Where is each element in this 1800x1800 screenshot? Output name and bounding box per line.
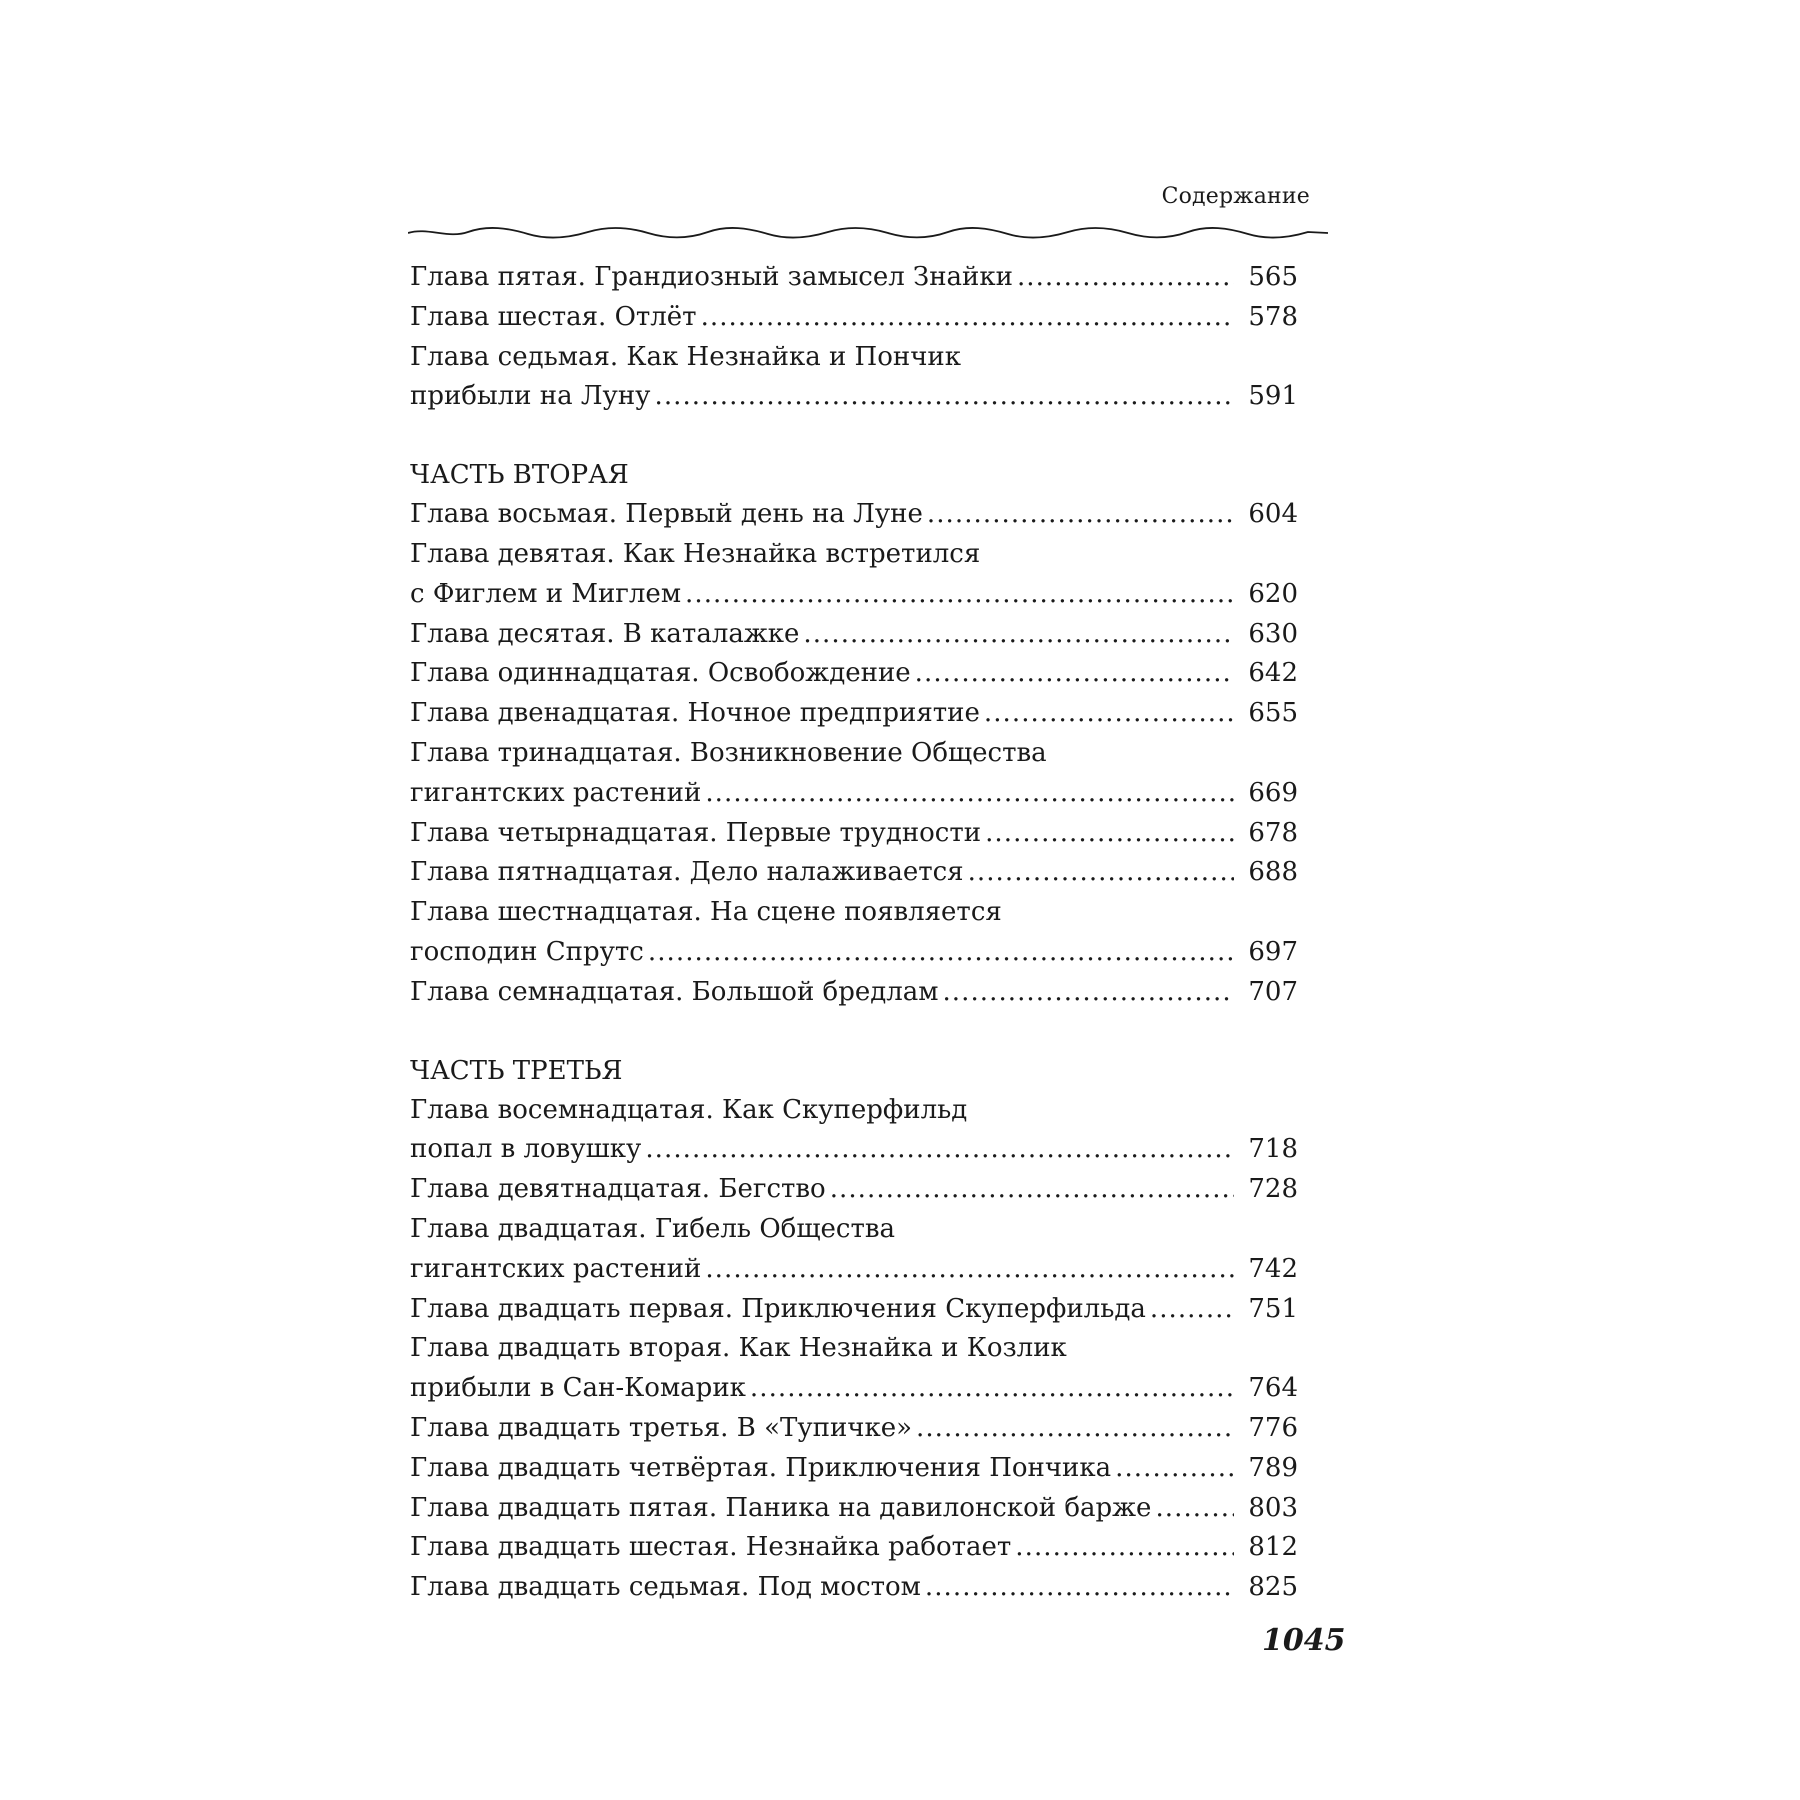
toc-entry-page: 578 — [1248, 301, 1298, 332]
toc-entry-title-line1: Глава тринадцатая. Возникновение Общества — [410, 737, 1047, 768]
page-number: 1045 — [1262, 1623, 1346, 1658]
toc-entry-title: Глава десятая. В каталажке — [410, 618, 800, 649]
toc-entry-title-line1: Глава шестнадцатая. На сцене появляется — [410, 897, 1002, 928]
dot-leader — [1115, 1449, 1234, 1489]
toc-entry-page: 812 — [1248, 1532, 1298, 1563]
toc-entry-title: Глава двенадцатая. Ночное предприятие — [410, 698, 980, 729]
toc-entry-title: Глава четырнадцатая. Первые трудности — [410, 817, 982, 848]
toc-entry-ch14[interactable] — [410, 814, 1298, 854]
toc-entry-title: прибыли на Луну — [410, 381, 651, 412]
dot-leader — [685, 575, 1234, 615]
toc-entry-title: Глава двадцать первая. Приключения Скуперфильда — [410, 1293, 1146, 1324]
dot-leader — [705, 1250, 1234, 1290]
toc-entry-page: 825 — [1248, 1572, 1298, 1603]
toc-entry-page: 604 — [1248, 499, 1298, 530]
toc-entry-page: 707 — [1248, 976, 1298, 1007]
toc-entry-title: Глава двадцать пятая. Паника на давилонской барже — [410, 1492, 1152, 1523]
dot-leader — [654, 377, 1234, 417]
dot-leader — [1150, 1290, 1234, 1330]
toc-entry-ch22[interactable] — [410, 1329, 1298, 1409]
toc-entry-title: Глава шестая. Отлёт — [410, 301, 697, 332]
dot-leader — [750, 1369, 1234, 1409]
dot-leader — [648, 933, 1234, 973]
toc-entry-title-line1: Глава седьмая. Как Незнайка и Пончик — [410, 341, 961, 372]
dot-leader — [925, 1568, 1234, 1608]
toc-entry-title: Глава одиннадцатая. Освобождение — [410, 658, 911, 689]
toc-entry-title: Глава двадцать четвёртая. Приключения Пончика — [410, 1452, 1112, 1483]
toc-entry-ch13[interactable] — [410, 734, 1298, 814]
part-two-heading: ЧАСТЬ ВТОРАЯ — [410, 460, 629, 491]
dot-leader — [1017, 258, 1234, 298]
toc-entry-page: 630 — [1248, 618, 1298, 649]
toc-entry-title-line1: Глава двадцать вторая. Как Незнайка и Козлик — [410, 1333, 1067, 1364]
toc-entry-ch19[interactable] — [410, 1170, 1298, 1210]
toc-entry-page: 718 — [1248, 1134, 1298, 1165]
dot-leader — [803, 615, 1234, 655]
toc-entry-ch5[interactable] — [410, 258, 1298, 298]
wavy-divider — [408, 224, 1328, 242]
toc-entry-title: Глава двадцать седьмая. Под мостом — [410, 1572, 921, 1603]
toc-entry-page: 678 — [1248, 817, 1298, 848]
dot-leader — [705, 774, 1234, 814]
toc-entry-ch17[interactable] — [410, 973, 1298, 1013]
dot-leader — [985, 814, 1234, 854]
toc-entry-ch20[interactable] — [410, 1210, 1298, 1290]
toc-entry-page: 742 — [1248, 1253, 1298, 1284]
toc-entry-title-line1: Глава восемнадцатая. Как Скуперфильд — [410, 1094, 968, 1125]
toc-entry-title: Глава семнадцатая. Большой бредлам — [410, 976, 939, 1007]
toc-entry-ch26[interactable] — [410, 1528, 1298, 1568]
toc-entry-ch21[interactable] — [410, 1290, 1298, 1330]
toc-entry-ch15[interactable] — [410, 853, 1298, 893]
toc-entry-title-line1: Глава девятая. Как Незнайка встретился — [410, 538, 981, 569]
toc-entry-title: гигантских растений — [410, 1253, 702, 1284]
dot-leader — [968, 853, 1234, 893]
dot-leader — [915, 654, 1234, 694]
toc-entry-ch25[interactable] — [410, 1489, 1298, 1529]
toc-entry-ch9[interactable] — [410, 535, 1298, 615]
toc-entry-title: Глава восьмая. Первый день на Луне — [410, 499, 923, 530]
dot-leader — [1015, 1528, 1234, 1568]
toc-entry-ch24[interactable] — [410, 1449, 1298, 1489]
dot-leader — [645, 1130, 1234, 1170]
toc-entry-page: 565 — [1248, 262, 1298, 292]
toc-entry-page: 764 — [1248, 1373, 1298, 1404]
toc-entry-ch7[interactable] — [410, 338, 1298, 418]
toc-entry-title: гигантских растений — [410, 777, 702, 808]
part-three-heading: ЧАСТЬ ТРЕТЬЯ — [410, 1055, 623, 1086]
dot-leader — [916, 1409, 1234, 1449]
toc-entry-page: 697 — [1248, 936, 1298, 967]
toc-entry-ch23[interactable] — [410, 1409, 1298, 1449]
toc-entry-title-line1: Глава двадцатая. Гибель Общества — [410, 1213, 895, 1244]
toc-entry-title: Глава пятая. Грандиозный замысел Знайки — [410, 262, 1013, 292]
toc-entry-page: 789 — [1248, 1452, 1298, 1483]
toc-entry-ch8[interactable] — [410, 495, 1298, 535]
toc-entry-ch6[interactable] — [410, 298, 1298, 338]
toc-entry-page: 669 — [1248, 777, 1298, 808]
dot-leader — [942, 973, 1234, 1013]
dot-leader — [927, 495, 1234, 535]
toc-entry-title: Глава пятнадцатая. Дело налаживается — [410, 857, 964, 888]
dot-leader — [701, 298, 1234, 338]
toc-entry-page: 728 — [1248, 1174, 1298, 1205]
toc-entry-page: 591 — [1248, 381, 1298, 412]
toc-entry-page: 751 — [1248, 1293, 1298, 1324]
toc-entry-title: Глава девятнадцатая. Бегство — [410, 1174, 826, 1205]
toc-entry-title: господин Спрутс — [410, 936, 644, 967]
toc-entry-title: попал в ловушку — [410, 1134, 642, 1165]
toc-entry-page: 655 — [1248, 698, 1298, 729]
toc-entry-page: 803 — [1248, 1492, 1298, 1523]
toc-entry-ch10[interactable] — [410, 615, 1298, 655]
toc-entry-page: 642 — [1248, 658, 1298, 689]
toc-entry-ch11[interactable] — [410, 654, 1298, 694]
toc-entry-page: 620 — [1248, 578, 1298, 609]
toc-entry-page: 776 — [1248, 1412, 1298, 1443]
toc-entry-ch16[interactable] — [410, 893, 1298, 973]
toc-entry-ch27[interactable] — [410, 1568, 1298, 1608]
dot-leader — [984, 694, 1234, 734]
toc-entry-title: прибыли в Сан-Комарик — [410, 1373, 746, 1404]
toc-entry-title: с Фиглем и Миглем — [410, 578, 682, 609]
dot-leader — [830, 1170, 1234, 1210]
toc-entry-title: Глава двадцать шестая. Незнайка работает — [410, 1532, 1012, 1563]
toc-entry-page: 688 — [1248, 857, 1298, 888]
table-of-contents — [410, 258, 1298, 1608]
toc-entry-ch18[interactable] — [410, 1091, 1298, 1171]
toc-entry-ch12[interactable] — [410, 694, 1298, 734]
running-head: Содержание — [1161, 184, 1310, 209]
toc-entry-title: Глава двадцать третья. В «Тупичке» — [410, 1412, 913, 1443]
dot-leader — [1155, 1489, 1234, 1529]
